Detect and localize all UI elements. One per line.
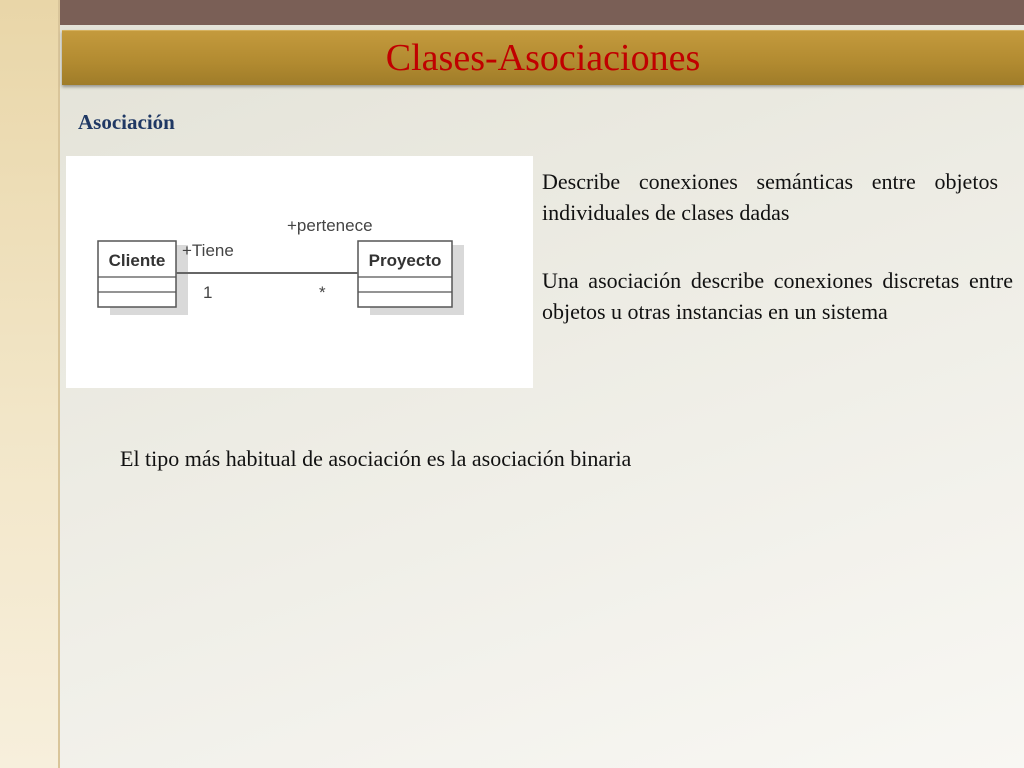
class-name-proyecto: Proyecto xyxy=(368,251,442,270)
slide-title: Clases-Asociaciones xyxy=(385,37,701,79)
paragraph-description: Describe conexiones semánticas entre objetos individuales de clases dadas xyxy=(542,169,998,225)
role-label-tiene: +Tiene xyxy=(182,241,234,260)
top-bar xyxy=(60,0,1024,25)
paragraph-binary: El tipo más habitual de asociación es la asociación binaria xyxy=(120,446,632,471)
role-label-pertenece: +pertenece xyxy=(287,216,373,235)
class-box-proyecto xyxy=(358,241,464,315)
paragraph-association: Una asociación describe conexiones discretas entre objetos u otras instancias en un sistema xyxy=(542,268,1013,324)
section-heading: Asociación xyxy=(78,110,175,134)
left-decorative-band xyxy=(0,0,60,768)
uml-association-diagram xyxy=(66,156,533,388)
class-name-cliente: Cliente xyxy=(108,251,166,270)
multiplicity-left: 1 xyxy=(203,283,213,302)
multiplicity-right: * xyxy=(319,283,326,302)
class-box-cliente xyxy=(98,241,188,315)
